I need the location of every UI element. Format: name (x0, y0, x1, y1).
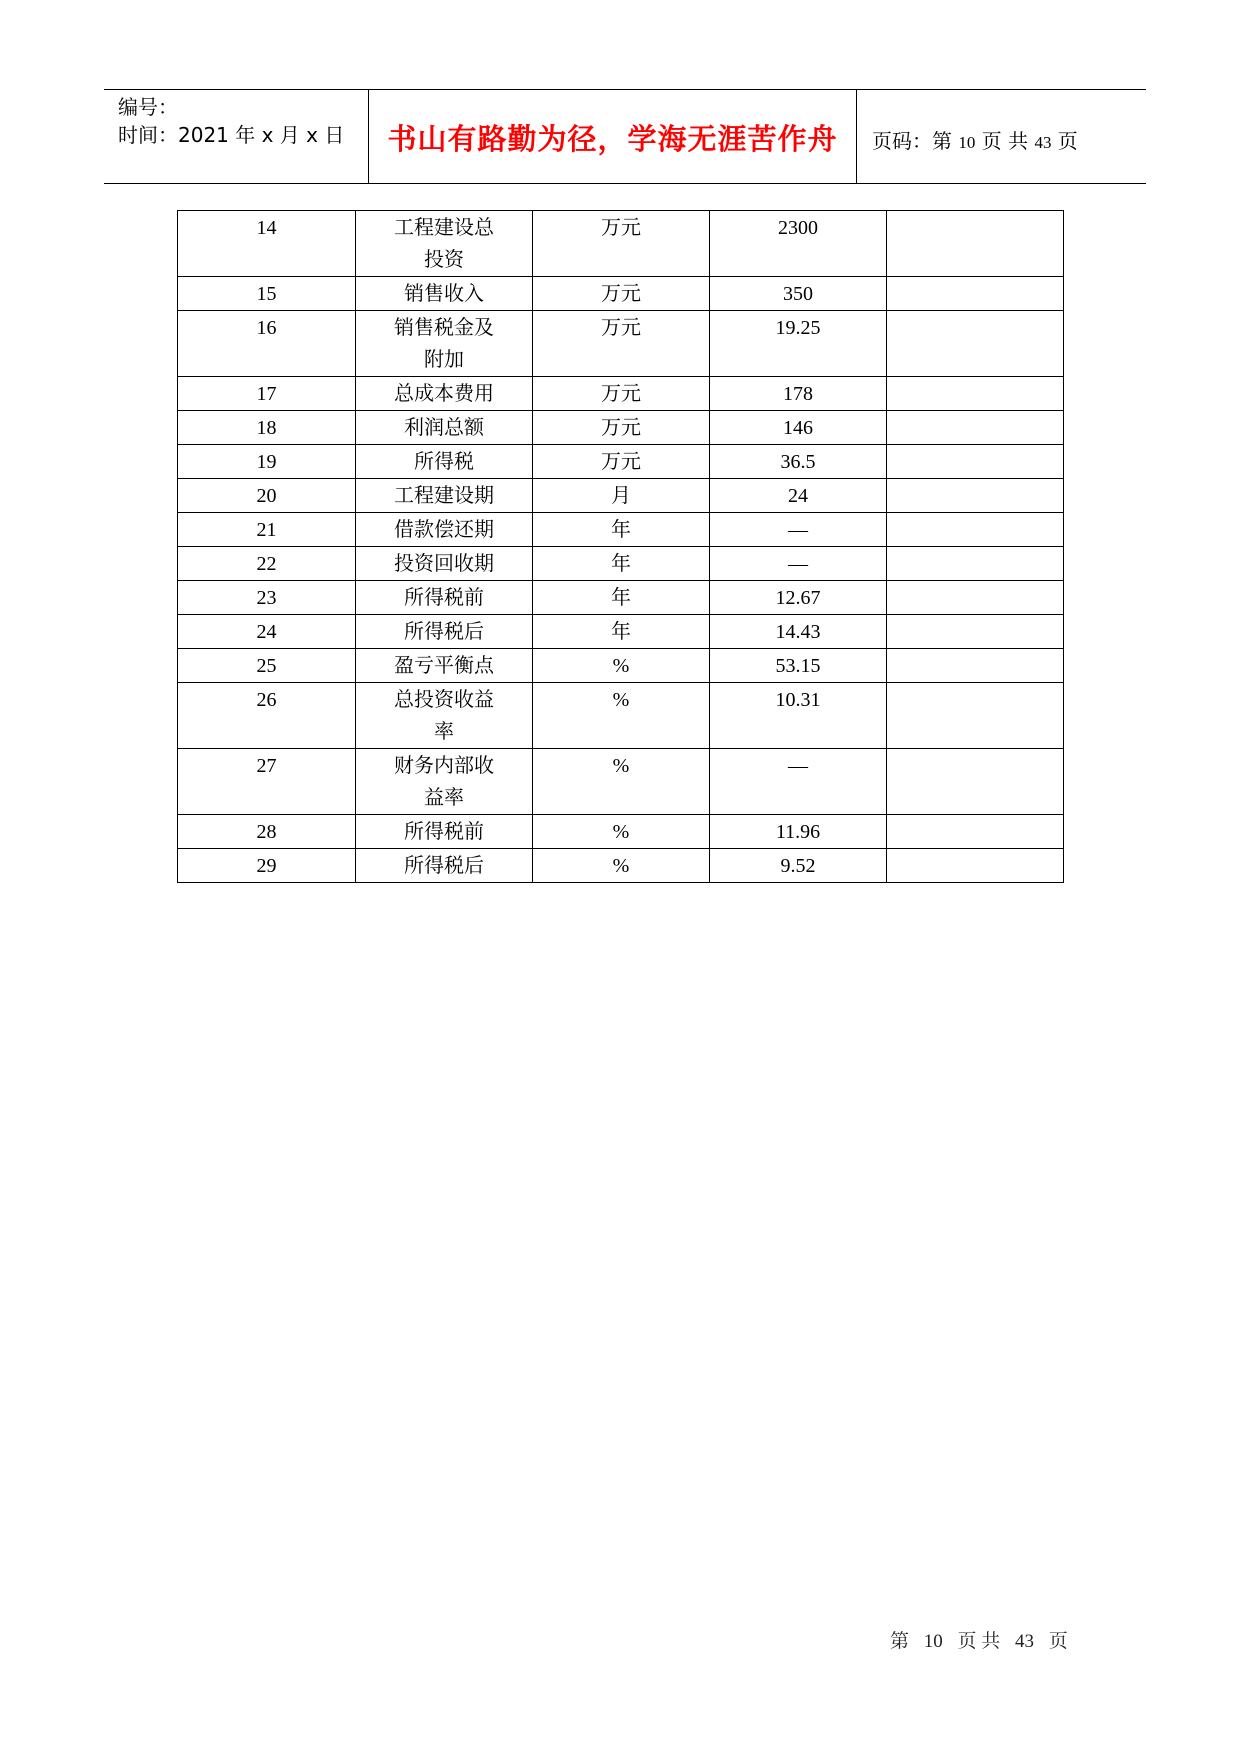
row-number-cell (178, 683, 356, 749)
table-row (178, 547, 1064, 581)
value-cell (710, 547, 887, 581)
unit-text: % (612, 855, 630, 877)
value-text: 146 (783, 417, 813, 439)
row-number-text: 26 (256, 689, 277, 711)
unit-cell (533, 547, 710, 581)
unit-cell (533, 311, 710, 377)
item-name-text: 借款偿还期 (394, 519, 494, 541)
item-name-cell (356, 683, 533, 749)
value-cell (710, 411, 887, 445)
value-cell (710, 683, 887, 749)
footer-current: 10 (923, 1631, 943, 1652)
unit-text: % (612, 689, 630, 711)
row-number-text: 29 (256, 855, 277, 877)
value-text: 2300 (778, 217, 818, 239)
row-number-cell (178, 849, 356, 883)
row-number-cell (178, 479, 356, 513)
item-name-cell (356, 547, 533, 581)
unit-text: % (612, 655, 630, 677)
row-number-cell (178, 311, 356, 377)
item-name-text: 销售税金及附加 (394, 317, 494, 371)
indicator-table-body (178, 211, 1064, 883)
note-cell (887, 815, 1064, 849)
value-text: 24 (788, 485, 808, 507)
footer-prefix: 第 (890, 1631, 910, 1652)
unit-text: 月 (611, 485, 631, 507)
value-text: 178 (783, 383, 813, 405)
note-cell (887, 849, 1064, 883)
row-number-text: 20 (256, 485, 277, 507)
time-label: 时间：2021 年 x 月 x 日 (118, 123, 345, 147)
value-text: — (788, 755, 808, 777)
item-name-cell (356, 277, 533, 311)
header-motto-cell (369, 90, 857, 183)
row-number-cell (178, 649, 356, 683)
table-row (178, 749, 1064, 815)
row-number-text: 18 (256, 417, 277, 439)
item-name-cell (356, 211, 533, 277)
unit-cell (533, 277, 710, 311)
item-name-cell (356, 581, 533, 615)
value-cell (710, 615, 887, 649)
page-code-total: 43 (1034, 133, 1052, 152)
table-row (178, 479, 1064, 513)
footer-mid: 页 共 (957, 1631, 1001, 1652)
unit-text: 年 (611, 519, 631, 541)
row-number-cell (178, 513, 356, 547)
note-cell (887, 581, 1064, 615)
unit-text: 万元 (601, 283, 641, 305)
note-cell (887, 479, 1064, 513)
value-text: — (788, 519, 808, 541)
unit-text: 万元 (601, 317, 641, 339)
row-number-text: 17 (256, 383, 277, 405)
row-number-text: 16 (256, 317, 277, 339)
row-number-cell (178, 615, 356, 649)
row-number-text: 15 (256, 283, 277, 305)
unit-cell (533, 479, 710, 513)
unit-text: % (612, 821, 630, 843)
number-label: 编号： (118, 95, 178, 119)
table-row (178, 445, 1064, 479)
item-name-text: 所得税前 (404, 821, 484, 843)
value-text: 14.43 (775, 621, 821, 643)
value-cell (710, 513, 887, 547)
value-cell (710, 445, 887, 479)
unit-text: 年 (611, 621, 631, 643)
header-page-code (857, 90, 1146, 183)
table-row (178, 683, 1064, 749)
value-text: 9.52 (780, 855, 816, 877)
page-code-suffix: 页 (1057, 129, 1078, 153)
item-name-cell (356, 445, 533, 479)
item-name-cell (356, 513, 533, 547)
table-row (178, 581, 1064, 615)
note-cell (887, 749, 1064, 815)
page-footer (890, 1626, 1078, 1653)
motto: 书山有路勤为径，学海无涯苦作舟 (387, 122, 838, 156)
value-text: 350 (783, 283, 813, 305)
item-name-text: 工程建设总投资 (394, 217, 494, 271)
note-cell (887, 547, 1064, 581)
item-name-text: 工程建设期 (394, 485, 494, 507)
page-header (104, 89, 1146, 184)
item-name-cell (356, 815, 533, 849)
item-name-cell (356, 849, 533, 883)
row-number-cell (178, 749, 356, 815)
item-name-cell (356, 479, 533, 513)
indicator-table (177, 210, 1064, 883)
unit-text: 万元 (601, 417, 641, 439)
item-name-text: 盈亏平衡点 (394, 655, 494, 677)
table-row (178, 849, 1064, 883)
row-number-cell (178, 445, 356, 479)
value-cell (710, 815, 887, 849)
unit-text: 万元 (601, 383, 641, 405)
item-name-text: 所得税前 (404, 587, 484, 609)
item-name-text: 财务内部收益率 (394, 755, 494, 809)
value-cell (710, 211, 887, 277)
item-name-cell (356, 749, 533, 815)
note-cell (887, 649, 1064, 683)
unit-cell (533, 749, 710, 815)
item-name-cell (356, 411, 533, 445)
item-name-text: 总成本费用 (394, 383, 494, 405)
unit-cell (533, 411, 710, 445)
item-name-text: 总投资收益率 (394, 689, 494, 743)
unit-cell (533, 683, 710, 749)
table-row (178, 815, 1064, 849)
table-row (178, 615, 1064, 649)
table-row (178, 513, 1064, 547)
item-name-cell (356, 311, 533, 377)
note-cell (887, 445, 1064, 479)
row-number-text: 28 (256, 821, 277, 843)
table-row (178, 411, 1064, 445)
value-cell (710, 649, 887, 683)
item-name-cell (356, 615, 533, 649)
unit-cell (533, 815, 710, 849)
item-name-text: 利润总额 (404, 417, 484, 439)
note-cell (887, 615, 1064, 649)
row-number-text: 23 (256, 587, 277, 609)
row-number-cell (178, 377, 356, 411)
unit-text: 年 (611, 553, 631, 575)
footer-total: 43 (1015, 1631, 1035, 1652)
table-row (178, 377, 1064, 411)
value-text: 19.25 (775, 317, 821, 339)
table-row (178, 311, 1064, 377)
footer-suffix: 页 (1048, 1631, 1068, 1652)
header-meta (104, 90, 369, 183)
item-name-text: 所得税后 (404, 621, 484, 643)
value-text: 10.31 (775, 689, 821, 711)
note-cell (887, 311, 1064, 377)
row-number-cell (178, 815, 356, 849)
note-cell (887, 411, 1064, 445)
unit-cell (533, 445, 710, 479)
row-number-text: 21 (256, 519, 277, 541)
page-code-mid: 页 共 (981, 129, 1029, 153)
unit-text: 万元 (601, 217, 641, 239)
value-cell (710, 277, 887, 311)
page-code-current: 10 (958, 133, 976, 152)
value-text: 12.67 (775, 587, 821, 609)
value-cell (710, 849, 887, 883)
unit-text: 年 (611, 587, 631, 609)
row-number-cell (178, 581, 356, 615)
value-cell (710, 479, 887, 513)
row-number-text: 24 (256, 621, 277, 643)
value-text: 53.15 (775, 655, 821, 677)
row-number-text: 14 (256, 217, 277, 239)
unit-cell (533, 581, 710, 615)
table-row (178, 277, 1064, 311)
value-text: 11.96 (775, 821, 821, 843)
unit-text: % (612, 755, 630, 777)
row-number-text: 25 (256, 655, 277, 677)
item-name-text: 销售收入 (404, 283, 484, 305)
item-name-cell (356, 377, 533, 411)
note-cell (887, 377, 1064, 411)
note-cell (887, 211, 1064, 277)
note-cell (887, 513, 1064, 547)
item-name-text: 投资回收期 (394, 553, 494, 575)
value-cell (710, 581, 887, 615)
unit-text: 万元 (601, 451, 641, 473)
item-name-cell (356, 649, 533, 683)
page-code-prefix: 页码：第 (872, 129, 952, 153)
row-number-text: 27 (256, 755, 277, 777)
row-number-text: 19 (256, 451, 277, 473)
value-cell (710, 377, 887, 411)
note-cell (887, 277, 1064, 311)
value-cell (710, 749, 887, 815)
row-number-cell (178, 411, 356, 445)
value-cell (710, 311, 887, 377)
unit-cell (533, 513, 710, 547)
table-row (178, 649, 1064, 683)
unit-cell (533, 849, 710, 883)
row-number-text: 22 (256, 553, 277, 575)
item-name-text: 所得税 (414, 451, 474, 473)
item-name-text: 所得税后 (404, 855, 484, 877)
unit-cell (533, 649, 710, 683)
value-text: 36.5 (780, 451, 816, 473)
unit-cell (533, 211, 710, 277)
row-number-cell (178, 547, 356, 581)
value-text: — (788, 553, 808, 575)
table-row (178, 211, 1064, 277)
row-number-cell (178, 211, 356, 277)
note-cell (887, 683, 1064, 749)
page-code (872, 125, 1078, 154)
unit-cell (533, 377, 710, 411)
unit-cell (533, 615, 710, 649)
row-number-cell (178, 277, 356, 311)
